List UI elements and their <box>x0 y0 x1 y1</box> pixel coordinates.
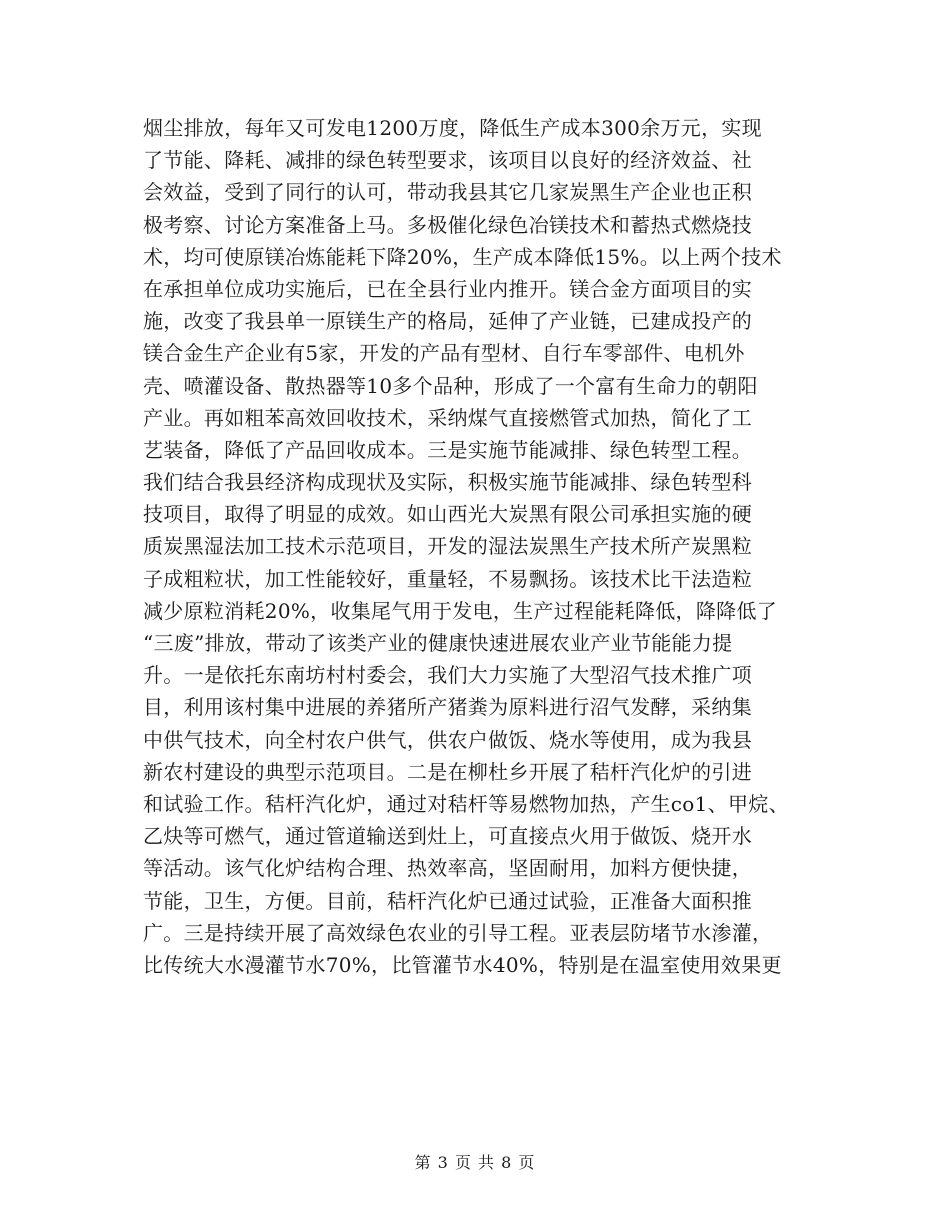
text-line: 升。一是依托东南坊村村委会，我们大力实施了大型沼气技术推广项 <box>143 663 752 688</box>
text-line: 节能，卫生，方便。目前，秸杆汽化炉已通过试验，正准备大面积推 <box>143 888 752 913</box>
text-line: 减少原粒消耗20%，收集尾气用于发电，生产过程能耗降低，降降低了 <box>143 598 778 623</box>
text-line: “三废”排放，带动了该类产业的健康快速进展农业产业节能能力提 <box>143 631 733 655</box>
text-line: 子成粗粒状，加工性能较好，重量轻，不易飘扬。该技术比干法造粒 <box>143 566 752 591</box>
text-line: 极考察、讨论方案准备上马。多极催化绿色冶镁技术和蓄热式燃烧技 <box>143 212 752 237</box>
text-line: 了节能、降耗、减排的绿色转型要求，该项目以良好的经济效益、社 <box>143 148 752 173</box>
body-text <box>143 112 843 981</box>
page-footer: 第 3 页 共 8 页 <box>414 1153 536 1172</box>
text-line: 新农村建设的典型示范项目。二是在柳杜乡开展了秸杆汽化炉的引进 <box>143 759 752 784</box>
text-line: 中供气技术，向全村农户供气，供农户做饭、烧水等使用，成为我县 <box>143 727 752 752</box>
text-line: 目，利用该村集中进展的养猪所产猪粪为原料进行沼气发酵，采纳集 <box>143 695 752 720</box>
text-line: 会效益，受到了同行的认可，带动我县其它几家炭黑生产企业也正积 <box>143 180 752 205</box>
text-line: 烟尘排放，每年又可发电1200万度，降低生产成本300余万元，实现 <box>143 116 762 140</box>
text-line: 产业。再如粗苯高效回收技术，采纳煤气直接燃管式加热，简化了工 <box>143 405 752 430</box>
text-line: 我们结合我县经济构成现状及实际，积极实施节能减排、绿色转型科 <box>143 470 752 495</box>
text-line: 术，均可使原镁冶炼能耗下降20%，生产成本降低15%。以上两个技术 <box>143 244 782 269</box>
text-line: 等活动。该气化炉结构合理、热效率高，坚固耐用，加料方便快捷， <box>143 856 752 881</box>
text-line: 比传统大水漫灌节水70%，比管灌节水40%，特别是在温室使用效果更 <box>143 952 782 977</box>
text-line: 艺装备，降低了产品回收成本。三是实施节能减排、绿色转型工程。 <box>143 437 752 462</box>
text-line: 技项目，取得了明显的成效。如山西光大炭黑有限公司承担实施的硬 <box>143 502 752 527</box>
text-line: 施，改变了我县单一原镁生产的格局，延伸了产业链，已建成投产的 <box>143 309 752 334</box>
text-line: 和试验工作。秸杆汽化炉，通过对秸杆等易燃物加热，产生co1、甲烷、 <box>143 791 789 816</box>
text-line: 镁合金生产企业有5家，开发的产品有型材、自行车零部件、电机外 <box>143 341 745 366</box>
text-line: 在承担单位成功实施后，已在全县行业内推开。镁合金方面项目的实 <box>143 276 752 301</box>
text-line: 质炭黑湿法加工技术示范项目，开发的湿法炭黑生产技术所产炭黑粒 <box>143 534 752 559</box>
text-line: 广。三是持续开展了高效绿色农业的引导工程。亚表层防堵节水渗灌， <box>143 920 773 945</box>
text-line: 壳、喷灌设备、散热器等10多个品种，形成了一个富有生命力的朝阳 <box>143 373 758 398</box>
text-line: 乙炔等可燃气，通过管道输送到灶上，可直接点火用于做饭、烧开水 <box>143 824 752 849</box>
